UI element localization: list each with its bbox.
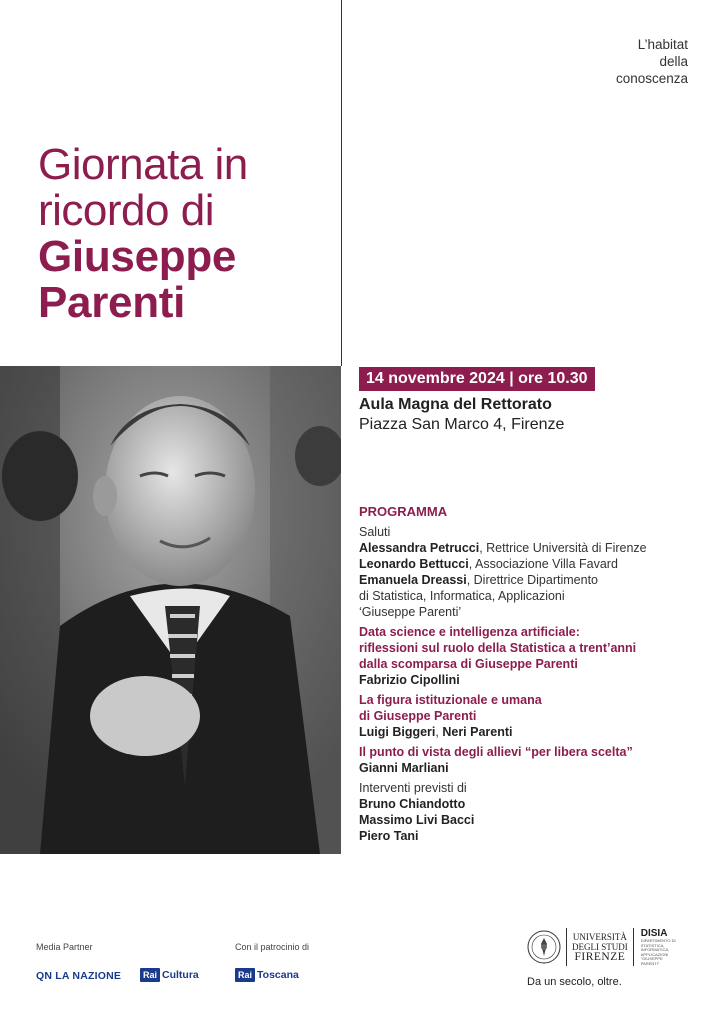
university-motto: Da un secolo, oltre.	[527, 976, 622, 988]
venue	[359, 395, 564, 435]
logo-separator	[633, 928, 634, 966]
university-logo	[527, 928, 681, 966]
programma	[359, 504, 699, 848]
university-name: UNIVERSITÀ DEGLI STUDI FIRENZE	[572, 932, 628, 963]
programma-heading: PROGRAMMA	[359, 504, 448, 519]
portrait-illustration	[0, 366, 341, 854]
talk-item: Data science e intelligenza artificiale: riflessioni sul ruolo della Statistica a trent’anni dalla scomparsa di Giuseppe Parenti Fabrizio Cipollini	[359, 625, 637, 687]
rai-cultura-logo: Rai Cultura	[140, 968, 199, 982]
disia-logo: DISIA DIPARTIMENTO DI STATISTICA, INFORMATICA, APPLICAZIONI "GIUSEPPE PARENTI"	[640, 928, 676, 966]
patrocinio-label: Con il patrocinio di	[235, 942, 310, 952]
saluto-item: Leonardo Bettucci, Associazione Villa Favard	[359, 557, 618, 571]
talk-item: Il punto di vista degli allievi “per libera scelta” Gianni Marliani	[359, 745, 633, 775]
rai-toscana-logo: Rai Toscana	[235, 968, 299, 982]
saluto-item: Emanuela Dreassi, Direttrice Dipartimento	[359, 573, 598, 587]
page-title: Giornata in ricordo di Giuseppe Parenti	[38, 140, 248, 327]
saluti-block: Saluti Alessandra Petrucci, Rettrice Università di Firenze Leonardo Bettucci, Associazione Villa Favard Emanuela Dreassi, Direttrice Dipartimento di Statistica, Informatica, Applicazioni ‘Giuseppe Parenti’	[359, 524, 699, 620]
la-nazione-logo: QN LA NAZIONE	[36, 970, 122, 982]
saluto-item: Alessandra Petrucci, Rettrice Università di Firenze	[359, 541, 647, 555]
portrait-photo	[0, 366, 341, 854]
vertical-divider	[341, 0, 342, 366]
logo-separator	[566, 928, 567, 966]
university-seal-icon	[527, 930, 561, 964]
event-datetime: 14 novembre 2024 | ore 10.30	[359, 367, 595, 391]
talk-item: La figura istituzionale e umana di Giuseppe Parenti Luigi Biggeri, Neri Parenti	[359, 693, 542, 739]
venue-name: Aula Magna del Rettorato	[359, 396, 552, 413]
media-partner-label: Media Partner	[36, 942, 93, 952]
tagline: L’habitat della conoscenza	[615, 37, 688, 86]
interventi-block: Interventi previsti di Bruno Chiandotto Massimo Livi Bacci Piero Tani	[359, 781, 475, 843]
venue-address: Piazza San Marco 4, Firenze	[359, 416, 565, 433]
